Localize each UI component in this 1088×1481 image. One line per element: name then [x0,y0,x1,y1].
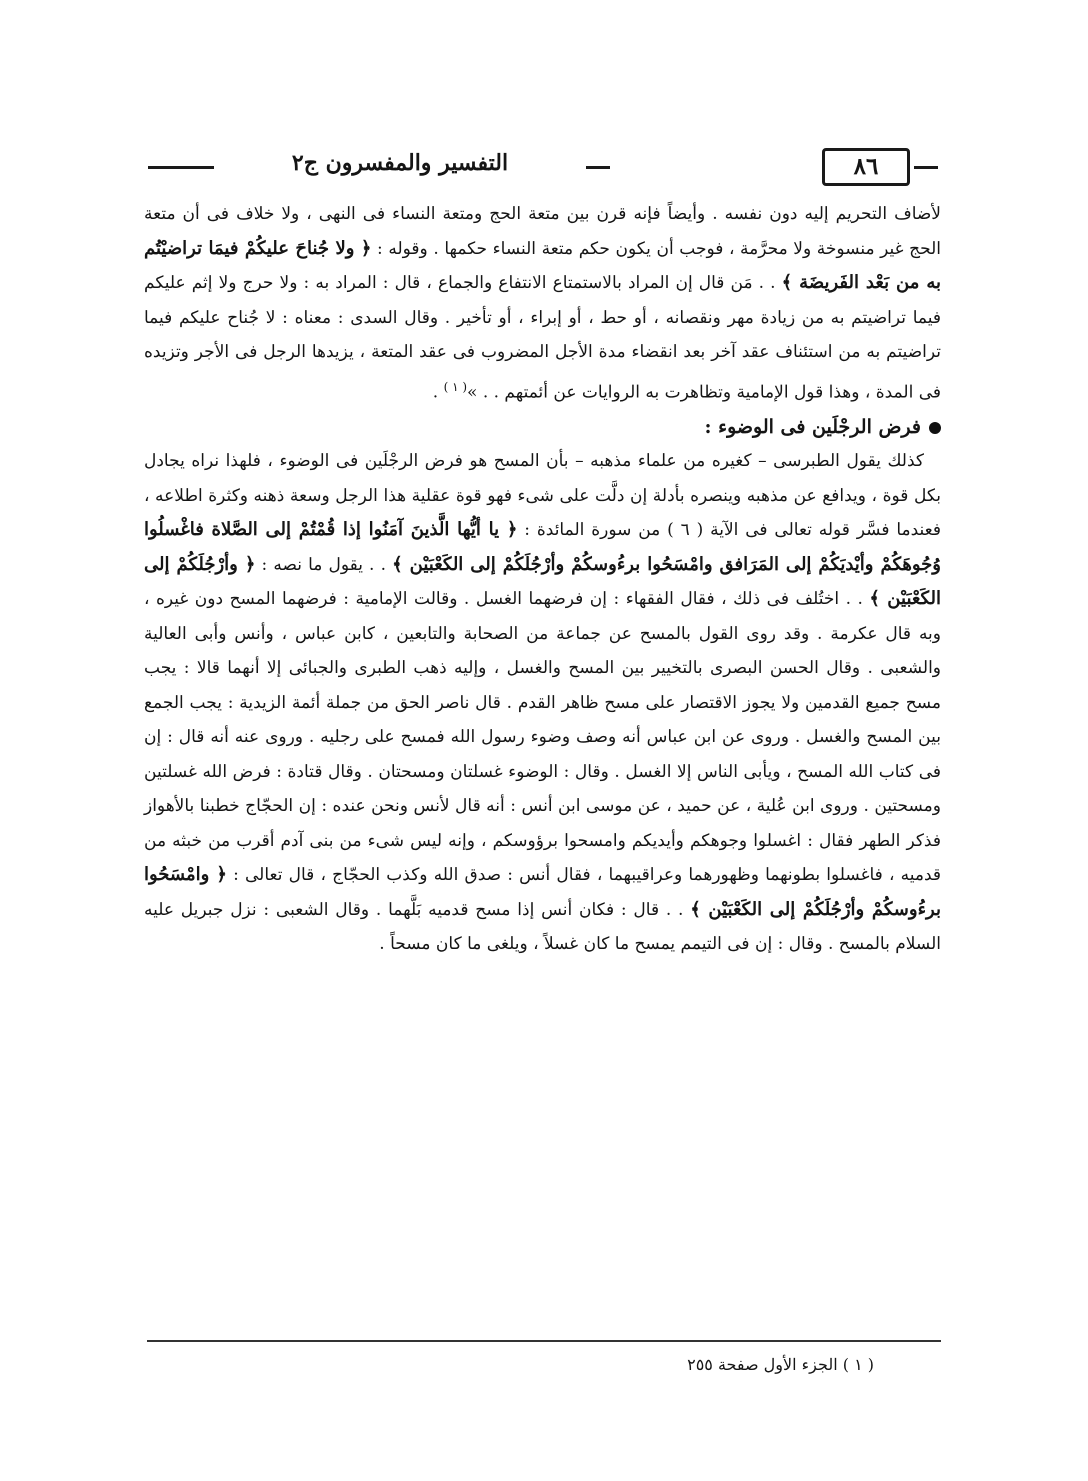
page-header [148,148,938,188]
text-span: . . قال : فكان أنس إذا مسح قدميه بَلَّهما . وقال الشعبى : نزل جبريل عليه السلام بالمسح . وقال : إن فى التيمم يمسح ما كان غسلاً ، ويلغى ما كان مسحاً . [144,899,941,955]
quran-quote: ﴿ وأرْجُلَكُمْ إلى الكَعْبَيْن ﴾ [144,553,941,610]
quran-quote: ﴿ يا أيُّها الَّذينَ آمَنُوا إذا قُمْتُمْ إلى الصَّلاة فاغْسلُوا وُجُوهَكُمْ وأيْديَكُمْ إلى المَرَافق وامْسَحُوا برءُوسكُمْ وأرْجُلَكُمْ إلى الكَعْبَيْن ﴾ [144,519,941,575]
header-rule-left [148,166,214,169]
main-text [144,197,941,962]
text-span: لأضاف التحريم إليه دون نفسه . وأيضاً فإنه قرن بين متعة الحج ومتعة النساء فى النهى ، ولا خلاف فى أن متعة الحج غير منسوخة ولا محرَّمة ، فوجب أن يكون حكم متعة النساء حكمها . وقوله : [144,204,942,259]
text-span: . . اختُلف فى ذلك ، فقال الفقهاء : إن فرضهما الغسل . وقالت الإمامية : فرضهما المسح دون غيره ، وبه قال عكرمة . وقد روى القول بالمسح عن جماعة من الصحابة والتابعين ، كابن عباس ، وأنس وأبى العالية والشعبى . وقال الحسن البصرى بالتخيير بين المسح والغسل ، وإليه ذهب الطبرى والجبائى إلا أنهما قالا : يجب مسح جميع القدمين ولا يجوز الاقتصار على مسح ظاهر القدم . قال ناصر الحق من جملة أئمة الزيدية : يجب الجمع بين المسح والغسل . وروى عن ابن عباس أنه وصف وضوء رسول الله فمسح على رجليه . وروى عنه أنه قال : إن فى كتاب الله المسح ، ويأبى الناس إلا الغسل . وقال : الوضوء غسلتان ومسحتان . وقال قتادة : فرض الله غسلتين ومسحتين . وروى ابن عُلية ، عن حميد ، عن موسى ابن أنس : أنه قال لأنس ونحن عنده : إن الحجّاج خطبنا بالأهواز فذكر الطهر فقال : اغسلوا وجوهكم وأيديكم وامسحوا برؤوسكم ، وإنه ليس شىء من بنى آدم أقرب من خبثه من قدميه ، فاغسلوا بطونهما وظهورهما وعراقيبهما ، فقال أنس : صدق الله وكذب الحجّاج ، قال تعالى : [144,589,942,886]
quran-quote: ﴿ ولا جُناحَ عليكُمْ فيمَا تراضيْتُم به من بَعْد الفَريضَة ﴾ [144,237,941,293]
running-title: التفسير والمفسرون ج٢ [291,150,509,176]
text-span: . . مَن قال إن المراد بالاستمتاع الانتفاع والجماع ، قال : المراد به : ولا حرج ولا إثم عليكم فيما تراضيتم به من زيادة مهر ونقصانه ، أو حط ، أو إبراء ، أو تأخير . وقال السدى : معناه : لا جُناح عليكم فيما تراضيتم به من استئناف عقد آخر بعد انقضاء مدة الأجل المضروب فى عقد المتعة ، يزيدها الرجل فى الأجر وتزيده فى المدة ، وهذا قول الإمامية وتظاهرت به الروايات عن أئمتهم . . » [144,273,941,403]
bullet-icon [929,422,941,434]
quran-quote: ﴿ وامْسَحُوا برءُوسكُمْ وأرْجُلَكُمْ إلى الكَعْبَيْن ﴾ [144,864,941,920]
footnote-divider [147,1340,941,1342]
section-heading [144,410,941,445]
footnote: ( ١ ) الجزء الأول صفحة ٢٥٥ [687,1355,874,1374]
section-heading-text: فرض الرجْلَين فى الوضوء : [704,415,921,438]
paragraph-mutah [144,197,941,410]
page-number-box: ٨٦ [822,148,910,186]
text-span: . [432,382,444,403]
text-span: كذلك يقول الطبرسى – كغيره من علماء مذهبه – بأن المسح هو فرض الرجْلَين فى الوضوء ، فلهذا نراه يجادل بكل قوة ، ويدافع عن مذهبه وينصره بأدلة إن دلَّت على شىء فهو قوة عقلية هذا الرجل وسعة ذهنه وكثرة اطلاعه ، فعندما فسَّر قوله تعالى فى الآية ( ٦ ) من سورة المائدة : [144,451,942,541]
header-rule-right [914,166,938,169]
text-span: . . يقول ما نصه : [261,554,393,575]
header-rule-middle [586,166,610,169]
footnote-reference: ( ١ ) [443,379,468,394]
paragraph-wudu [144,444,941,962]
